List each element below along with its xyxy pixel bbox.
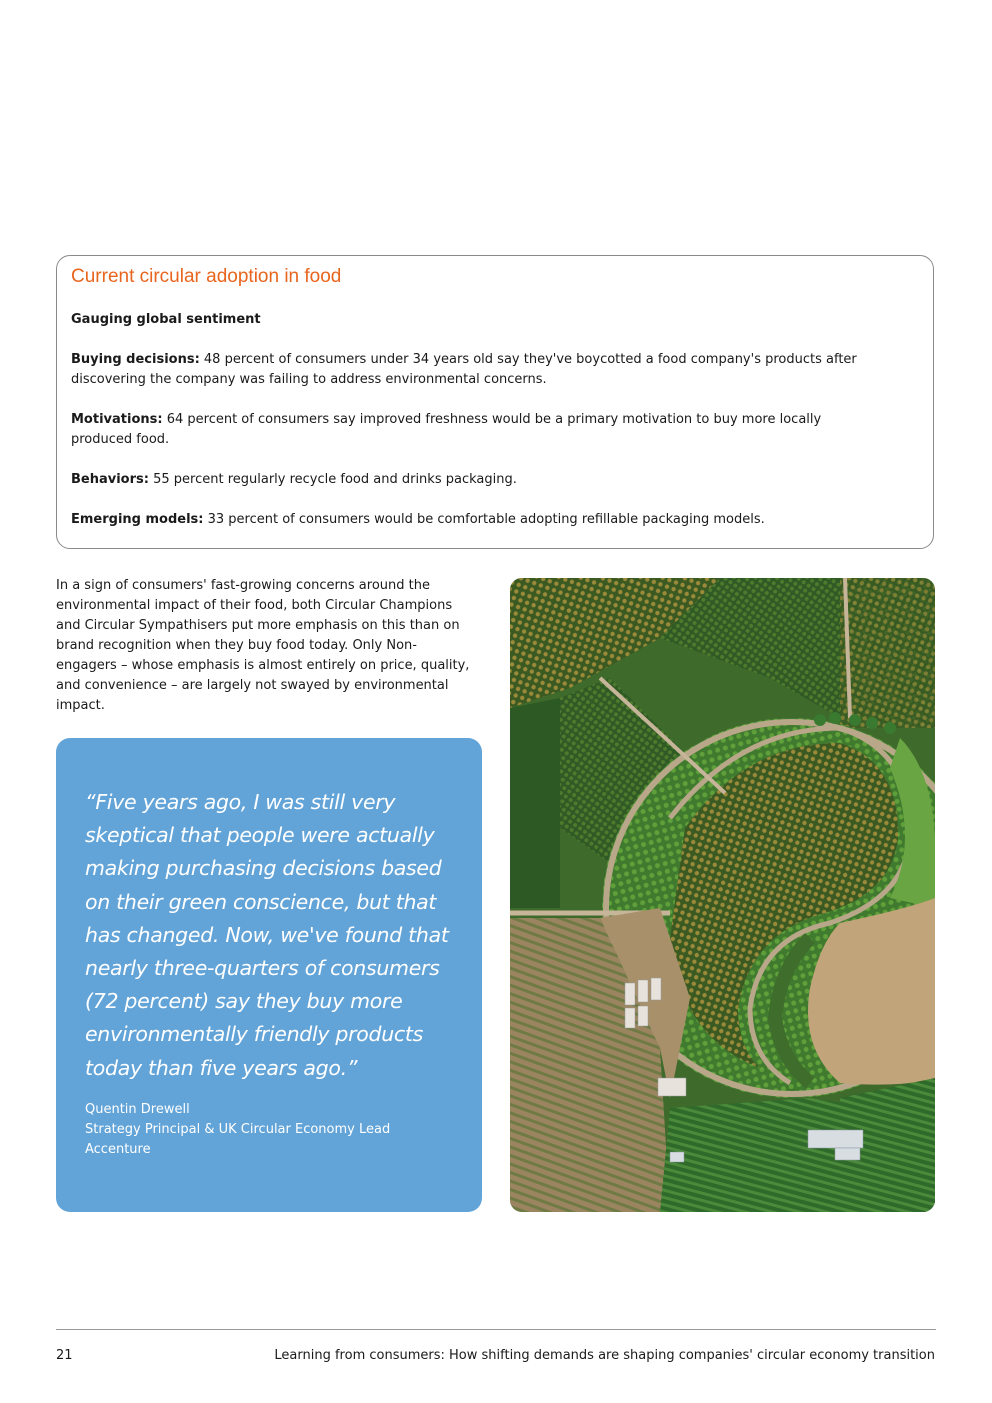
- info-item-text: 33 percent of consumers would be comfortable adopting refillable packaging models.: [203, 512, 765, 527]
- footer-divider: [56, 1329, 936, 1330]
- quote-text: “Five years ago, I was still very skeptical that people were actually making purchasing decisions based on their green conscience, but that has changed. Now, we've found that nearly three-quarters of consumers (72 percent) say they buy more environmentally friendly products today than five years ago.”: [85, 790, 449, 1080]
- info-item-label: Motivations:: [71, 412, 163, 427]
- quote-author-role: Strategy Principal & UK Circular Economy Lead: [85, 1122, 391, 1137]
- info-item-motivations: [71, 410, 881, 450]
- info-item-emerging-models: [71, 510, 881, 530]
- quote-card: [56, 738, 482, 1212]
- footer-title: Learning from consumers: How shifting demands are shaping companies' circular economy transition: [274, 1348, 935, 1363]
- info-box-subtitle: Gauging global sentiment: [71, 312, 261, 327]
- quote-attribution: [85, 1100, 390, 1160]
- info-item-label: Buying decisions:: [71, 352, 200, 367]
- info-item-behaviors: [71, 470, 881, 490]
- info-item-text: 64 percent of consumers say improved freshness would be a primary motivation to buy more locally produced food.: [71, 412, 822, 447]
- quote-author-name: Quentin Drewell: [85, 1102, 190, 1117]
- info-item-text: 55 percent regularly recycle food and drinks packaging.: [148, 472, 517, 487]
- info-box-title: Current circular adoption in food: [71, 266, 342, 287]
- aerial-farm-photo: [510, 578, 935, 1212]
- info-item-text: 48 percent of consumers under 34 years old say they've boycotted a food company's products after discovering the company was failing to address environmental concerns.: [71, 352, 857, 387]
- body-paragraph: In a sign of consumers' fast-growing concerns around the environmental impact of their food, both Circular Champions and Circular Sympathisers put more emphasis on this than on brand recognition when they buy food today. Only Non-engagers – whose emphasis is almost entirely on price, quality, and convenience – are largely not swayed by environmental impact.: [56, 578, 470, 713]
- info-item-buying: [71, 350, 881, 390]
- quote-author-org: Accenture: [85, 1142, 151, 1157]
- info-item-label: Behaviors:: [71, 472, 149, 487]
- page-number: 21: [56, 1348, 73, 1363]
- info-box: [56, 255, 934, 549]
- info-item-label: Emerging models:: [71, 512, 204, 527]
